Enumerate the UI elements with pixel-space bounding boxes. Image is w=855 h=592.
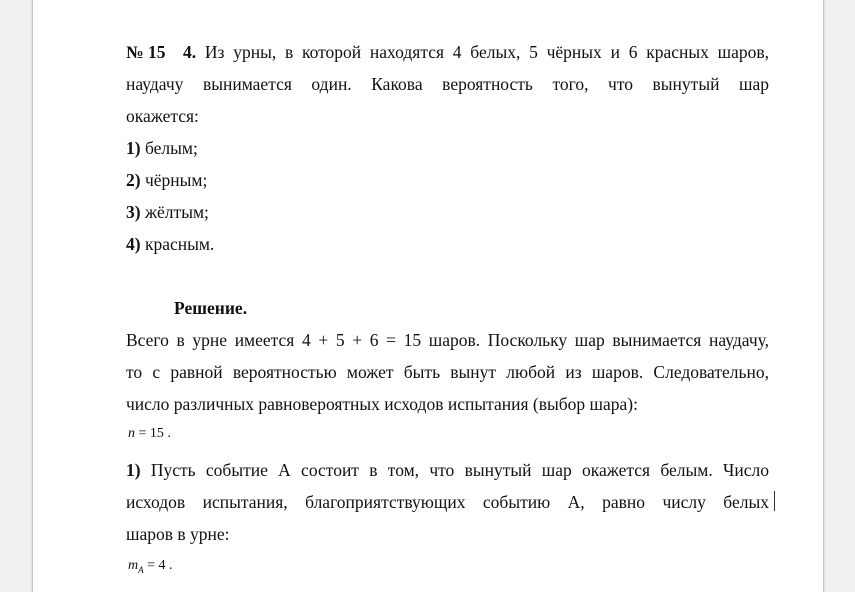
- item1-number: 1): [126, 460, 141, 480]
- item1-line-3: шаров в урне:: [126, 524, 230, 544]
- solution-heading-text: Решение.: [174, 298, 248, 318]
- formula-m: [128, 554, 771, 582]
- item1-line-1: [126, 454, 769, 486]
- formula-value: = 4 .: [143, 558, 173, 573]
- formula-value: = 15 .: [135, 426, 171, 441]
- option-4: [126, 228, 769, 260]
- option-2: [126, 164, 769, 196]
- option-number: 2): [126, 170, 141, 190]
- option-number: 4): [126, 234, 141, 254]
- solution-line-1: Всего в урне имеется 4 + 5 + 6 = 15 шаров. Поскольку шар вынимается наудачу,: [126, 330, 769, 350]
- problem-line-1: [126, 36, 769, 68]
- option-3: [126, 196, 769, 228]
- option-text: жёлтым;: [140, 202, 209, 222]
- option-1: [126, 132, 769, 164]
- formula-subscript: A: [138, 564, 144, 575]
- text-cursor: [774, 491, 775, 511]
- formula-variable: n: [128, 426, 135, 441]
- option-number: 1): [126, 138, 141, 158]
- item1-line-2: исходов испытания, благоприятствующих событию А, равно числу белых: [126, 492, 769, 512]
- problem-sub-number: 4.: [183, 42, 197, 62]
- option-text: красным.: [140, 234, 215, 254]
- formula-n: [128, 422, 771, 446]
- option-text: чёрным;: [140, 170, 208, 190]
- option-text: белым;: [140, 138, 198, 158]
- solution-line-2: то с равной вероятностью может быть вынут любой из шаров. Следовательно,: [126, 362, 769, 382]
- formula-variable: m: [128, 558, 139, 573]
- problem-line-2: наудачу вынимается один. Какова вероятность того, что вынутый шар: [126, 74, 769, 94]
- item1-text: Пусть событие А состоит в том, что вынутый шар окажется белым. Число: [140, 460, 769, 480]
- problem-number: №15: [126, 42, 166, 62]
- problem-text: Из урны, в которой находятся 4 белых, 5 чёрных и 6 красных шаров,: [204, 42, 770, 62]
- solution-heading: [174, 292, 247, 324]
- solution-line-3: число различных равновероятных исходов испытания (выбор шара):: [126, 394, 638, 414]
- option-number: 3): [126, 202, 141, 222]
- problem-line-3: окажется:: [126, 106, 199, 126]
